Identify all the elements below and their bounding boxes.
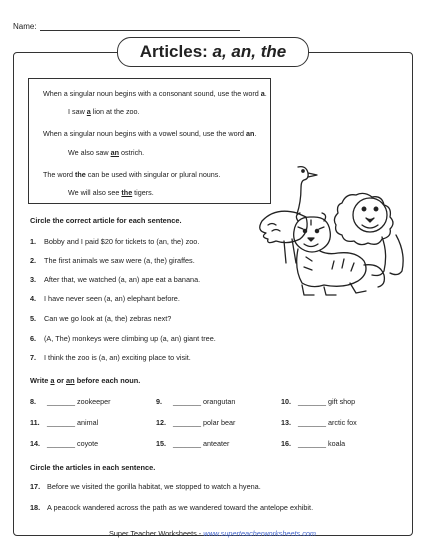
noun-item-9[interactable]: 9. _______ orangutan — [156, 397, 236, 406]
noun-item-15[interactable]: 15. _______ anteater — [156, 439, 230, 448]
sentence-18: 18. A peacock wandered across the path as we wandered toward the antelope exhibit. — [30, 503, 314, 512]
footer-url[interactable]: www.superteacherworksheets.com — [203, 529, 316, 538]
page-title — [117, 37, 309, 67]
rule-1: When a singular noun begins with a consonant sound, use the word a. — [43, 89, 267, 98]
ostrich-drawing — [260, 167, 317, 263]
footer: Super Teacher Worksheets - www.superteacherworksheets.com — [109, 529, 316, 538]
section3-heading: Circle the articles in each sentence. — [30, 463, 156, 472]
sentence-7: 7. I think the zoo is (a, an) exciting place to visit. — [30, 353, 191, 362]
noun-item-12[interactable]: 12. _______ polar bear — [156, 418, 236, 427]
section2-heading: Write a or an before each noun. — [30, 376, 141, 385]
sentence-5: 5. Can we go look at (a, the) zebras next? — [30, 314, 172, 323]
noun-item-16[interactable]: 16. _______ koala — [281, 439, 346, 448]
sentence-2: 2. The first animals we saw were (a, the) giraffes. — [30, 256, 195, 265]
section1-heading: Circle the correct article for each sentence. — [30, 216, 182, 225]
example-3: We will also see the tigers. — [68, 188, 154, 197]
example-1: I saw a lion at the zoo. — [68, 107, 140, 116]
rule-3: The word the can be used with singular or plural nouns. — [43, 170, 221, 179]
noun-item-8[interactable]: 8. _______ zookeeper — [30, 397, 111, 406]
rules-box — [28, 78, 271, 204]
sentence-6: 6. (A, The) monkeys were climbing up (a, an) giant tree. — [30, 334, 216, 343]
name-line[interactable] — [40, 22, 240, 31]
noun-item-14[interactable]: 14. _______ coyote — [30, 439, 99, 448]
sentence-4: 4. I have never seen (a, an) elephant before. — [30, 294, 180, 303]
example-2: We also saw an ostrich. — [68, 148, 145, 157]
footer-site: Super Teacher Worksheets — [109, 529, 197, 538]
sentence-3: 3. After that, we watched (a, an) ape eat a banana. — [30, 275, 201, 284]
sentence-17: 17. Before we visited the gorilla habitat, we stopped to watch a hyena. — [30, 482, 261, 491]
zoo-animals-illustration — [258, 165, 408, 305]
title-prefix: Articles: — [139, 42, 213, 61]
noun-item-10[interactable]: 10. _______ gift shop — [281, 397, 356, 406]
noun-item-11[interactable]: 11. _______ animal — [30, 418, 99, 427]
name-label: Name: — [13, 22, 37, 31]
title-articles: a, an, the — [212, 42, 287, 61]
sentence-1: 1. Bobby and I paid $20 for tickets to (an, the) zoo. — [30, 237, 200, 246]
lion-drawing — [334, 193, 403, 275]
name-field — [13, 22, 240, 31]
noun-item-13[interactable]: 13. _______ arctic fox — [281, 418, 357, 427]
rule-2: When a singular noun begins with a vowel sound, use the word an. — [43, 129, 257, 138]
